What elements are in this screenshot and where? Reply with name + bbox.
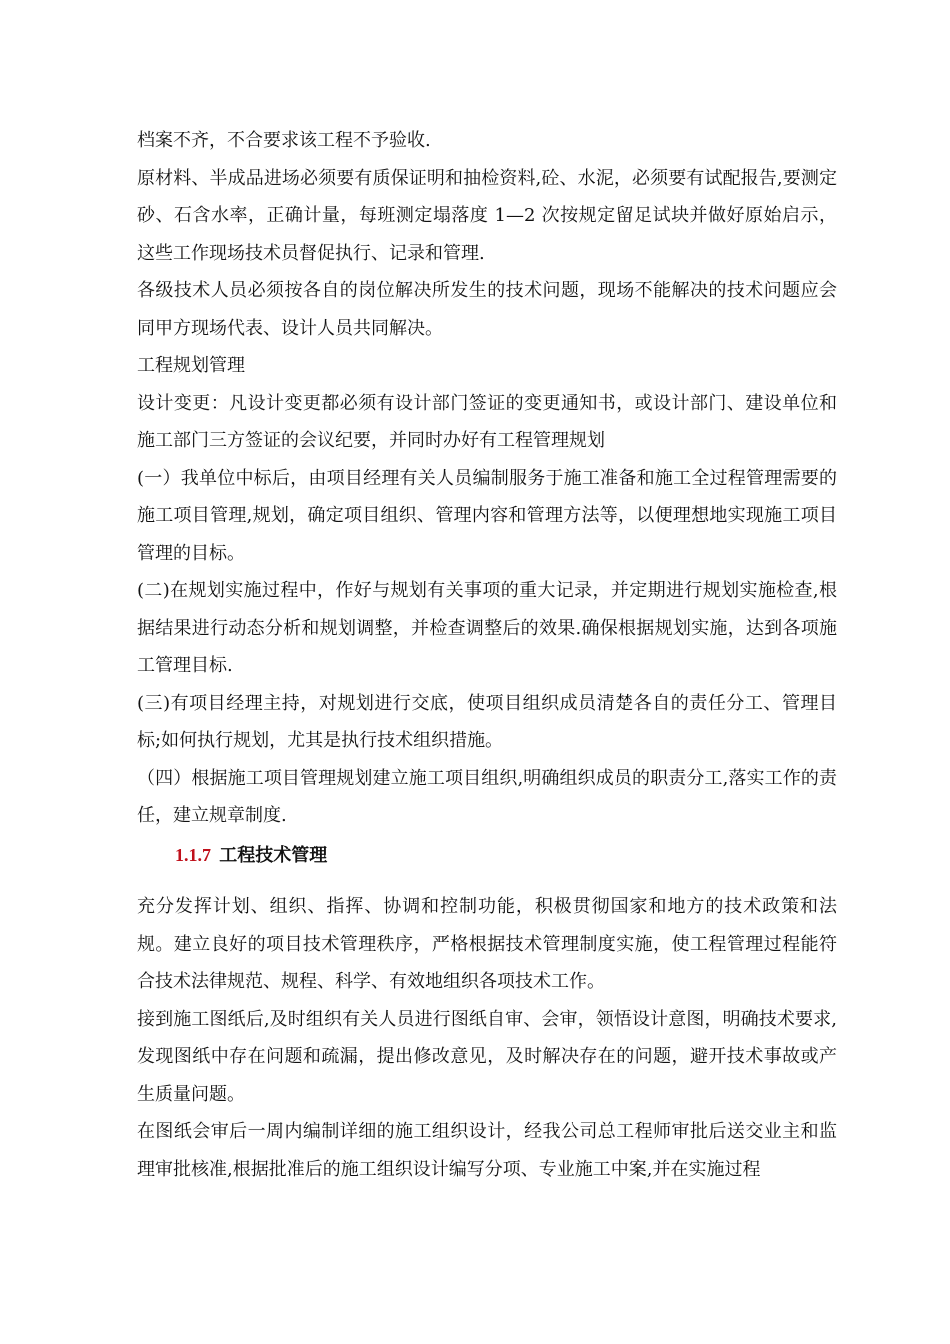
paragraph-technical-staff: 各级技术人员必须按各自的岗位解决所发生的技术问题，现场不能解决的技术问题应会同甲方现场代表、设计人员共同解决。 [137,280,837,339]
paragraph-drawing-review: 接到施工图纸后,及时组织有关人员进行图纸自审、会审，领悟设计意图，明确技术要求,发现图纸中存在问题和疏漏，提出修改意见，及时解决存在的问题，避开技术事故或产生质量问题。 [137,1008,837,1105]
document-body [137,122,837,1188]
section-heading [137,837,837,875]
paragraph-archives: 档案不齐，不合要求该工程不予验收. [137,130,431,151]
section-heading-title: 工程技术管理 [219,844,328,866]
section-heading-number: 1.1.7 [175,844,211,865]
paragraph-item-4: （四）根据施工项目管理规划建立施工项目组织,明确组织成员的职责分工,落实工作的责任，建立规章制度. [137,767,837,826]
paragraph-design-change: 设计变更：凡设计变更都必须有设计部门签证的变更通知书，或设计部门、建设单位和施工部门三方签证的会议纪要，并同时办好有工程管理规划 [137,392,837,451]
paragraph-construction-design: 在图纸会审后一周内编制详细的施工组织设计，经我公司总工程师审批后送交业主和监理审批核准,根据批准后的施工组织设计编写分项、专业施工中案,并在实施过程 [137,1121,837,1180]
paragraph-item-1: (一）我单位中标后，由项目经理有关人员编制服务于施工准备和施工全过程管理需要的施工项目管理,规划，确定项目组织、管理内容和管理方法等，以便理想地实现施工项目管理的目标。 [137,467,837,564]
paragraph-tech-management: 充分发挥计划、组织、指挥、协调和控制功能，积极贯彻国家和地方的技术政策和法规。建立良好的项目技术管理秩序，严格根据技术管理制度实施，使工程管理过程能符合技术法律规范、规程、科学、有效地组织各项技术工作。 [137,896,837,992]
paragraph-item-2: (二)在规划实施过程中，作好与规划有关事项的重大记录，并定期进行规划实施检查,根据结果进行动态分析和规划调整，并检查调整后的效果.确保根据规划实施，达到各项施工管理目标. [137,580,837,676]
paragraph-planning-title: 工程规划管理 [137,355,245,376]
paragraph-raw-materials: 原材料、半成品进场必须要有质保证明和抽检资料,砼、水泥，必须要有试配报告,要测定砂、石含水率，正确计量，每班测定塌落度 1—2 次按规定留足试块并做好原始启示，这些工作现场技术员督促执行、记录和管理. [137,167,837,264]
paragraph-item-3: (三)有项目经理主持，对规划进行交底，使项目组织成员清楚各自的责任分工、管理目标;如何执行规划，尤其是执行技术组织措施。 [137,692,837,751]
